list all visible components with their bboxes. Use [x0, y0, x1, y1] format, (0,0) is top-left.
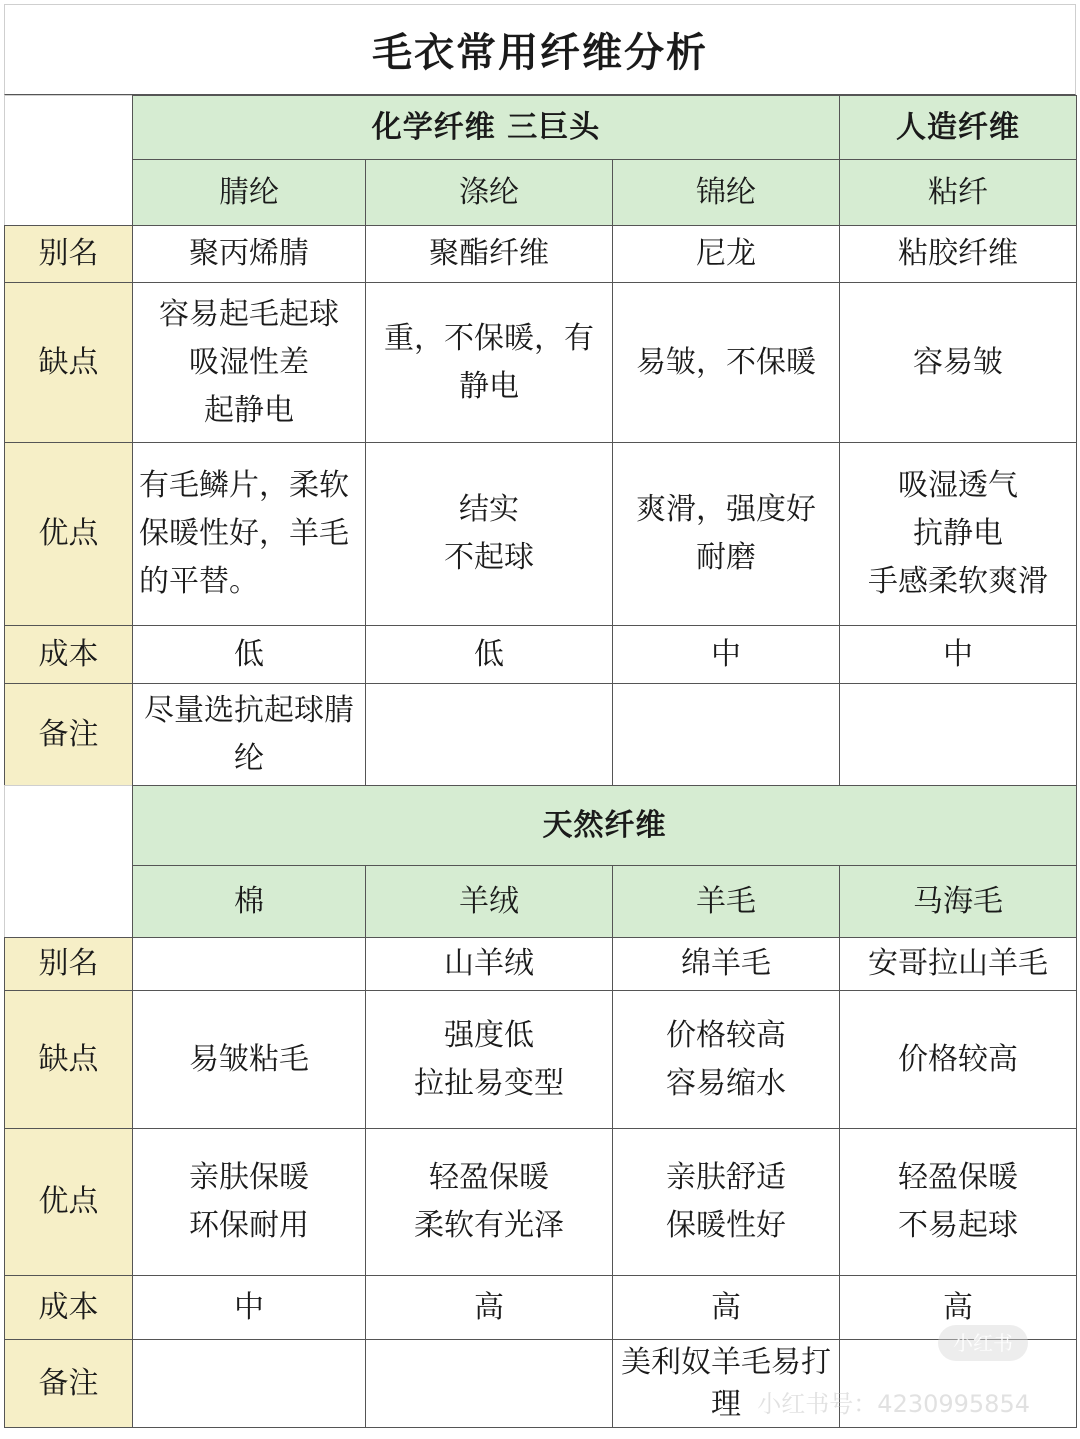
cell-alias: 尼龙 — [613, 226, 840, 283]
cell-pros — [840, 1129, 1077, 1276]
cell-line: 吸湿性差 — [189, 344, 309, 380]
cell-cost: 低 — [366, 626, 613, 684]
cell-line: 亲肤保暖 — [189, 1160, 309, 1195]
fiber-name-wool: 羊毛 — [613, 866, 840, 938]
cell-text: 易皱粘毛 — [189, 1041, 309, 1077]
row-label-pros: 优点 — [5, 1129, 133, 1276]
row-label-alias: 别名 — [5, 938, 133, 991]
row-label-cost: 成本 — [5, 626, 133, 684]
cell-pros — [366, 1129, 613, 1276]
fiber-name-acrylic: 腈纶 — [133, 160, 366, 226]
cell-alias: 聚酯纤维 — [366, 226, 613, 283]
cell-cost: 中 — [133, 1276, 366, 1340]
cell-line: 不易起球 — [898, 1208, 1018, 1243]
cell-line: 环保耐用 — [189, 1208, 309, 1243]
cell-line: 结实 — [459, 492, 519, 527]
watermark-logo: 小红书 — [938, 1325, 1028, 1361]
cell-line: 不起球 — [444, 540, 534, 575]
row-label-notes: 备注 — [5, 684, 133, 786]
cell-line: 抗静电 — [913, 516, 1003, 551]
group-synthetic-header: 化学纤维 三巨头 — [133, 96, 840, 160]
cell-cost: 低 — [133, 626, 366, 684]
cell-line: 起静电 — [204, 392, 294, 428]
row-label-notes: 备注 — [5, 1340, 133, 1428]
row-label-cost: 成本 — [5, 1276, 133, 1340]
natural-fiber-table — [4, 785, 1077, 1428]
fiber-comparison-sheet — [4, 4, 1076, 1428]
cell-cost: 中 — [613, 626, 840, 684]
cell-line: 爽滑，强度好 — [636, 492, 816, 527]
cell-text: 有毛鳞片，柔软保暖性好，羊毛的平替。 — [139, 468, 349, 599]
cell-cons — [366, 991, 613, 1129]
fiber-name-polyester: 涤纶 — [366, 160, 613, 226]
corner-cell — [5, 96, 133, 226]
cell-alias: 安哥拉山羊毛 — [840, 938, 1077, 991]
cell-cons — [840, 283, 1077, 443]
fiber-name-nylon: 锦纶 — [613, 160, 840, 226]
cell-line: 耐磨 — [696, 540, 756, 575]
cell-pros — [840, 443, 1077, 626]
cell-cost: 中 — [840, 626, 1077, 684]
cell-line: 容易起毛起球 — [159, 296, 339, 332]
cell-text: 美利奴羊毛易打理 — [621, 1344, 831, 1422]
cell-text: 易皱，不保暖 — [636, 344, 816, 380]
cell-text: 重，不保暖，有静电 — [384, 320, 594, 404]
cell-cons — [613, 283, 840, 443]
cell-pros — [133, 1129, 366, 1276]
page-title: 毛衣常用纤维分析 — [4, 4, 1076, 95]
cell-notes — [133, 684, 366, 786]
cell-line: 拉扯易变型 — [414, 1065, 564, 1101]
synthetic-fiber-table — [4, 95, 1077, 786]
fiber-name-mohair: 马海毛 — [840, 866, 1077, 938]
cell-alias — [133, 938, 366, 991]
cell-line: 轻盈保暖 — [429, 1160, 549, 1195]
watermark-id: 小红书号：4230995854 — [757, 1390, 1030, 1418]
cell-cost: 高 — [840, 1276, 1077, 1340]
group-natural-header: 天然纤维 — [133, 786, 1077, 866]
cell-line: 强度低 — [444, 1017, 534, 1053]
cell-cost: 高 — [613, 1276, 840, 1340]
cell-notes — [840, 684, 1077, 786]
cell-text: 尽量选抗起球腈纶 — [144, 692, 354, 776]
cell-notes — [366, 684, 613, 786]
cell-line: 保暖性好 — [666, 1208, 786, 1243]
cell-alias: 绵羊毛 — [613, 938, 840, 991]
row-label-cons: 缺点 — [5, 991, 133, 1129]
cell-cons — [133, 991, 366, 1129]
group-manmade-header: 人造纤维 — [840, 96, 1077, 160]
cell-cons — [613, 991, 840, 1129]
cell-notes — [613, 684, 840, 786]
cell-line: 手感柔软爽滑 — [868, 564, 1048, 599]
cell-cons — [366, 283, 613, 443]
cell-pros — [366, 443, 613, 626]
cell-cons — [133, 283, 366, 443]
cell-notes — [366, 1340, 613, 1428]
cell-text: 价格较高 — [898, 1041, 1018, 1077]
cell-text: 容易皱 — [913, 344, 1003, 380]
cell-line: 轻盈保暖 — [898, 1160, 1018, 1195]
corner-cell — [5, 786, 133, 938]
cell-line: 柔软有光泽 — [414, 1208, 564, 1243]
row-label-cons: 缺点 — [5, 283, 133, 443]
row-label-pros: 优点 — [5, 443, 133, 626]
cell-line: 亲肤舒适 — [666, 1160, 786, 1195]
cell-line: 价格较高 — [666, 1017, 786, 1053]
cell-cost: 高 — [366, 1276, 613, 1340]
cell-notes — [133, 1340, 366, 1428]
cell-pros — [613, 443, 840, 626]
cell-pros — [133, 443, 366, 626]
fiber-name-cashmere: 羊绒 — [366, 866, 613, 938]
cell-alias: 聚丙烯腈 — [133, 226, 366, 283]
cell-cons — [840, 991, 1077, 1129]
cell-alias: 山羊绒 — [366, 938, 613, 991]
cell-pros — [613, 1129, 840, 1276]
cell-line: 吸湿透气 — [898, 468, 1018, 503]
fiber-name-viscose: 粘纤 — [840, 160, 1077, 226]
fiber-name-cotton: 棉 — [133, 866, 366, 938]
row-label-alias: 别名 — [5, 226, 133, 283]
cell-alias: 粘胶纤维 — [840, 226, 1077, 283]
cell-line: 容易缩水 — [666, 1065, 786, 1101]
